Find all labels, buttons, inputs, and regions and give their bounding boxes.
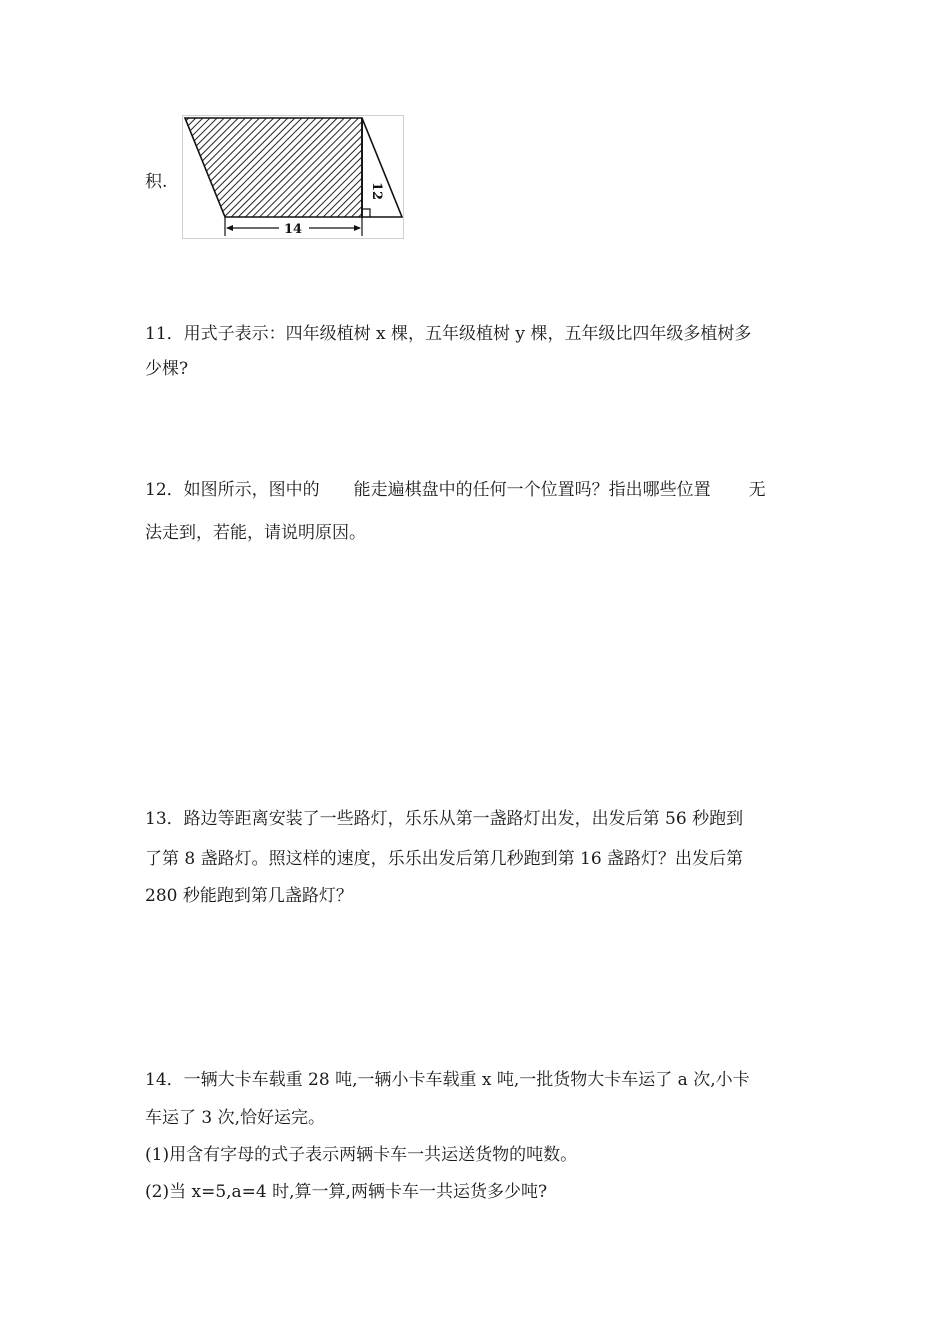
q12-line-2: 法走到，若能，请说明原因。 xyxy=(145,523,366,543)
parallelogram-figure xyxy=(182,115,404,239)
q12-text-a: 12．如图所示，图中的 xyxy=(145,480,320,500)
q11-line-2: 少棵? xyxy=(145,359,189,379)
q14-line-4: (2)当 x=5,a=4 时,算一算,两辆卡车一共运货多少吨? xyxy=(145,1182,548,1202)
right-angle-mark xyxy=(362,209,370,217)
figure-caption-fragment: 积. xyxy=(145,172,168,192)
q14-line-3: (1)用含有字母的式子表示两辆卡车一共运送货物的吨数。 xyxy=(145,1145,578,1165)
q12-text-b: 能走遍棋盘中的任何一个位置吗？指出哪些位置 xyxy=(353,480,711,500)
base-label: 14 xyxy=(284,222,303,237)
arrow-left xyxy=(226,225,233,231)
q12-text-c: 无 xyxy=(748,480,766,500)
arrow-right xyxy=(354,225,361,231)
q11-line-1: 11．用式子表示：四年级植树 x 棵，五年级植树 y 棵，五年级比四年级多植树多 xyxy=(145,324,752,344)
q13-line-2: 了第 8 盏路灯。照这样的速度，乐乐出发后第几秒跑到第 16 盏路灯？出发后第 xyxy=(145,849,744,869)
q13-line-1: 13．路边等距离安装了一些路灯，乐乐从第一盏路灯出发，出发后第 56 秒跑到 xyxy=(145,809,744,829)
q12-line-1 xyxy=(145,478,766,502)
q13-line-3: 280 秒能跑到第几盏路灯？ xyxy=(145,886,353,906)
shaded-region xyxy=(185,118,362,217)
parallelogram-diagram xyxy=(183,116,403,238)
height-label: 12 xyxy=(369,182,384,201)
q14-line-1: 14．一辆大卡车载重 28 吨,一辆小卡车载重 x 吨,一批货物大卡车运了 a 次,小卡 xyxy=(145,1070,750,1090)
triangle-region xyxy=(362,118,402,217)
q14-line-2: 车运了 3 次,恰好运完。 xyxy=(145,1108,326,1128)
